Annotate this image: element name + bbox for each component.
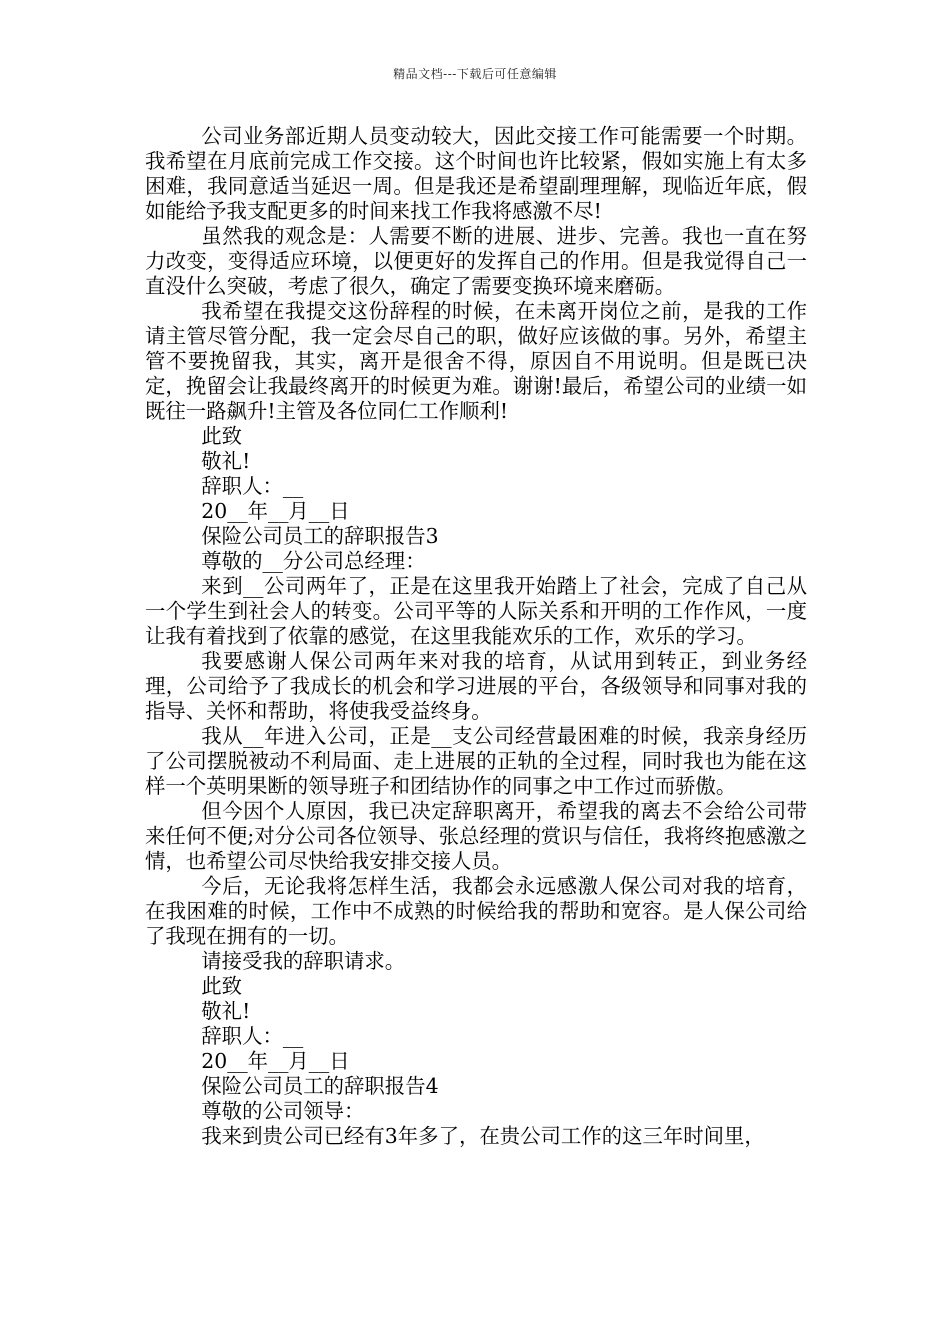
paragraph: 今后，无论我将怎样生活，我都会永远感激人保公司对我的培育，在我困难的时候，工作中不成熟的时候给我的帮助和宽容。是人保公司给了我现在拥有的一切。: [145, 874, 807, 948]
request-line: 请接受我的辞职请求。: [201, 949, 406, 973]
paragraph: 我来到贵公司已经有3年多了，在贵公司工作的这三年时间里，: [201, 1124, 765, 1148]
closing-salute: 敬礼!: [201, 999, 251, 1023]
salutation: 尊敬的公司领导：: [201, 1099, 365, 1123]
salutation: 尊敬的__分公司总经理：: [201, 549, 426, 573]
paragraph: 我希望在我提交这份辞程的时候，在未离开岗位之前，是我的工作请主管尽管分配，我一定会尽自己的职，做好应该做的事。另外，希望主管不要挽留我，其实，离开是很舍不得，原因自不用说明。但是既已决定，挽留会让我最终离开的时候更为难。谢谢!最后，希望公司的业绩一如既往一路飙升!主管及各位同仁工作顺利!: [145, 299, 807, 423]
page-header-watermark: 精品文档---下载后可任意编辑: [393, 67, 557, 81]
document-body: [145, 124, 807, 1149]
paragraph: 我从__年进入公司，正是__支公司经营最困难的时候，我亲身经历了公司摆脱被动不利局面、走上进展的正轨的全过程，同时我也为能在这样一个英明果断的领导班子和团结协作的同事之中工作过而骄傲。: [145, 724, 807, 798]
date-line: 20__年__月__日: [201, 1049, 350, 1073]
signature-line: 辞职人：__: [201, 1024, 304, 1048]
section-title: 保险公司员工的辞职报告3: [201, 524, 439, 548]
paragraph: 但今因个人原因，我已决定辞职离开，希望我的离去不会给公司带来任何不便;对分公司各位领导、张总经理的赏识与信任，我将终抱感激之情，也希望公司尽快给我安排交接人员。: [145, 799, 807, 873]
paragraph: 我要感谢人保公司两年来对我的培育，从试用到转正，到业务经理，公司给予了我成长的机会和学习进展的平台，各级领导和同事对我的指导、关怀和帮助，将使我受益终身。: [145, 649, 807, 723]
signature-line: 辞职人：__: [201, 474, 304, 498]
closing-salute: 敬礼!: [201, 449, 251, 473]
paragraph: 虽然我的观念是：人需要不断的进展、进步、完善。我也一直在努力改变，变得适应环境，以便更好的发挥自己的作用。但是我觉得自己一直没什么突破，考虑了很久，确定了需要变换环境来磨砺。: [145, 224, 807, 298]
closing-line: 此致: [201, 974, 243, 998]
paragraph: 来到__公司两年了，正是在这里我开始踏上了社会，完成了自己从一个学生到社会人的转变。公司平等的人际关系和开明的工作作风，一度让我有着找到了依靠的感觉，在这里我能欢乐的工作，欢乐的学习。: [145, 574, 807, 648]
section-title: 保险公司员工的辞职报告4: [201, 1074, 439, 1098]
date-line: 20__年__月__日: [201, 499, 350, 523]
paragraph: 公司业务部近期人员变动较大，因此交接工作可能需要一个时期。我希望在月底前完成工作交接。这个时间也许比较紧，假如实施上有太多困难，我同意适当延迟一周。但是我还是希望副理理解，现临近年底，假如能给予我支配更多的时间来找工作我将感激不尽!: [145, 124, 807, 223]
closing-line: 此致: [201, 424, 243, 448]
